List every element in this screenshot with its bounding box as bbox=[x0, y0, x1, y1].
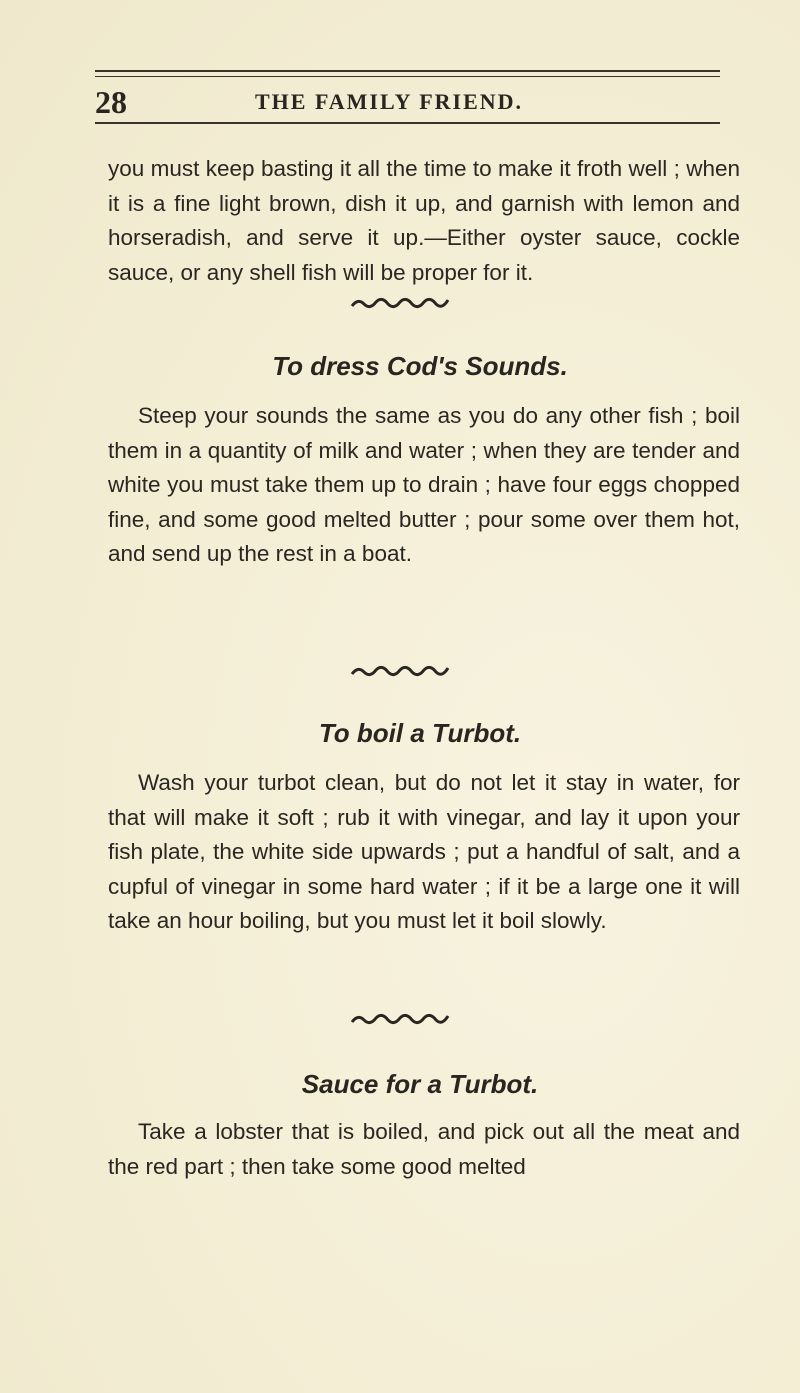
paragraph-continuation: you must keep basting it all the time to make it froth well ; when it is a fine light brown, dish it up, and garnish with lemon and horseradish, and serve it up.—Either oyster sauce, cockle sauce, or any shell fish will be proper for it. bbox=[108, 156, 740, 285]
section-heading: Sauce for a Turbot. bbox=[301, 1069, 539, 1099]
page-number: 28 bbox=[95, 84, 127, 120]
section-heading: To dress Cod's Sounds. bbox=[272, 351, 568, 381]
header-rule-bottom bbox=[95, 122, 720, 124]
header-rule-top bbox=[95, 70, 720, 72]
section-paragraph: Take a lobster that is boiled, and pick out all the meat and the red part ; then take some good melted bbox=[108, 1119, 740, 1179]
header-rule-thin bbox=[95, 76, 720, 77]
section-paragraph: Wash your turbot clean, but do not let it stay in water, for that will make it soft ; rub it with vinegar, and lay it upon your fish plate, the white side upwards ; put a handful of salt, and a cupful of vinegar in some hard water ; if it be a large one it will take an hour boiling, but you must let it boil slowly. bbox=[108, 770, 740, 934]
ornament-divider bbox=[0, 664, 800, 684]
running-title: THE FAMILY FRIEND. bbox=[255, 89, 524, 114]
section-heading: To boil a Turbot. bbox=[318, 718, 522, 748]
section-paragraph: Steep your sounds the same as you do any other fish ; boil them in a quantity of milk and water ; when they are tender and white you must take them up to drain ; have four eggs chopped fine, and some good melted butter ; pour some over them hot, and send up the rest in a boat. bbox=[108, 403, 740, 567]
ornament-divider bbox=[0, 296, 800, 316]
ornament-divider bbox=[0, 1012, 800, 1032]
